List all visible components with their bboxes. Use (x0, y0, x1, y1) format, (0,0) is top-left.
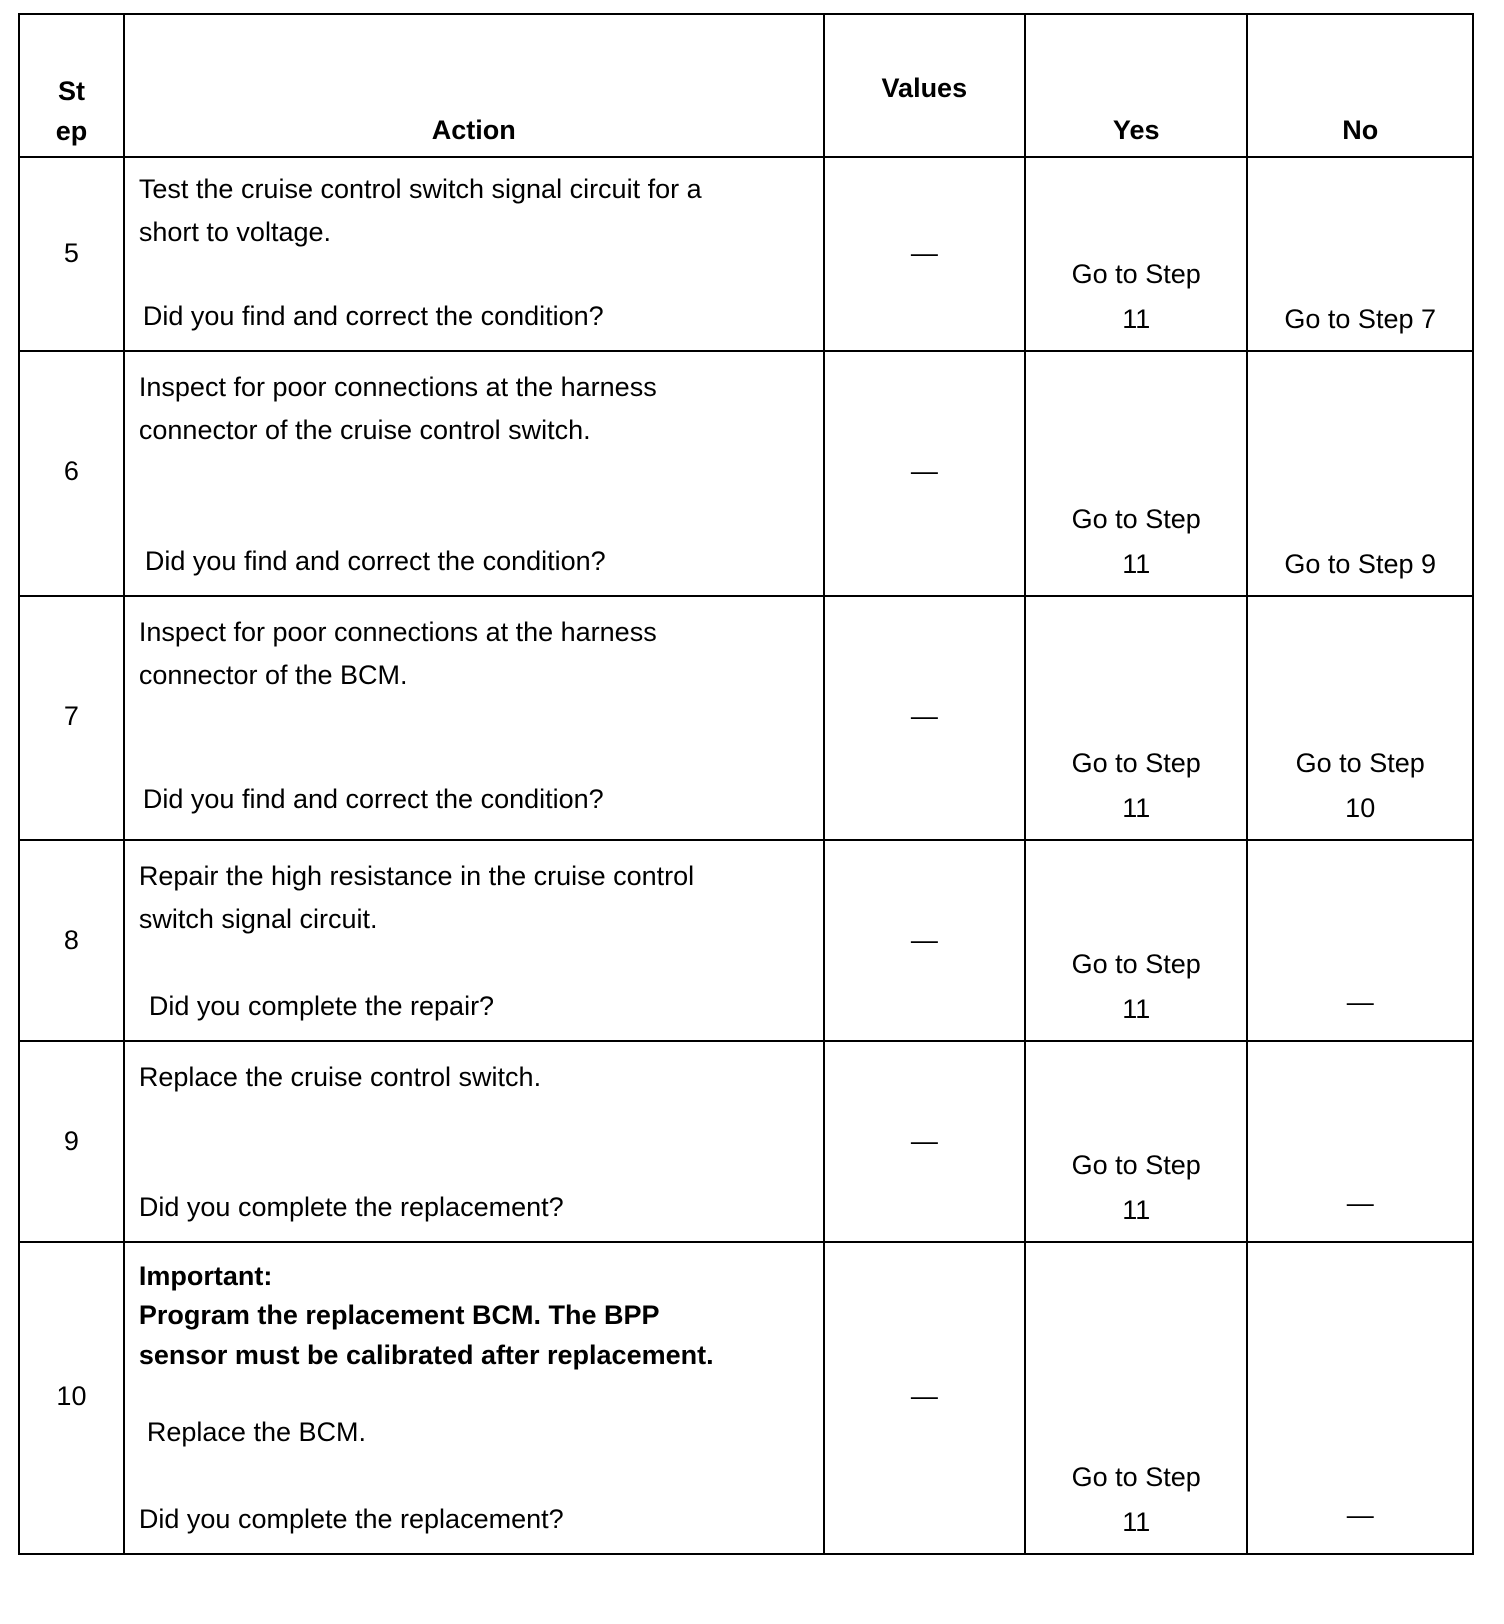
step-cell: 9 (19, 1041, 124, 1242)
header-no: No (1247, 14, 1473, 157)
no-cell: — (1247, 1041, 1473, 1242)
values-cell: — (824, 596, 1025, 840)
no-cell: Go to Step 7 (1247, 157, 1473, 351)
header-action: Action (124, 14, 824, 157)
step-cell: 6 (19, 351, 124, 596)
yes-cell: Go to Step 11 (1025, 1041, 1247, 1242)
no-cell: — (1247, 1242, 1473, 1554)
table-row (19, 1041, 1473, 1242)
table-row (19, 840, 1473, 1041)
values-cell: — (824, 1242, 1025, 1554)
diagnostic-procedure-table (18, 13, 1474, 1555)
action-cell: Repair the high resistance in the cruise control switch signal circuit. Did you complete the repair? (124, 840, 824, 1041)
yes-cell: Go to Step 11 (1025, 1242, 1247, 1554)
header-step: St ep (19, 14, 124, 157)
step-cell: 7 (19, 596, 124, 840)
values-cell: — (824, 157, 1025, 351)
action-cell: Test the cruise control switch signal circuit for a short to voltage. Did you find and correct the condition? (124, 157, 824, 351)
action-cell: Important: Program the replacement BCM. The BPP sensor must be calibrated after replacement. Replace the BCM. Did you complete the replacement? (124, 1242, 824, 1554)
action-cell: Replace the cruise control switch. Did you complete the replacement? (124, 1041, 824, 1242)
header-row (19, 14, 1473, 157)
values-cell: — (824, 351, 1025, 596)
table-row (19, 1242, 1473, 1554)
yes-cell: Go to Step 11 (1025, 596, 1247, 840)
header-yes: Yes (1025, 14, 1247, 157)
step-cell: 5 (19, 157, 124, 351)
yes-cell: Go to Step 11 (1025, 351, 1247, 596)
yes-cell: Go to Step 11 (1025, 157, 1247, 351)
no-cell: Go to Step 10 (1247, 596, 1473, 840)
values-cell: — (824, 1041, 1025, 1242)
action-cell: Inspect for poor connections at the harness connector of the BCM. Did you find and correct the condition? (124, 596, 824, 840)
no-cell: — (1247, 840, 1473, 1041)
step-cell: 10 (19, 1242, 124, 1554)
values-cell: — (824, 840, 1025, 1041)
header-values: Values (824, 14, 1025, 157)
table-row (19, 596, 1473, 840)
table-row (19, 157, 1473, 351)
table-row (19, 351, 1473, 596)
no-cell: Go to Step 9 (1247, 351, 1473, 596)
action-cell: Inspect for poor connections at the harness connector of the cruise control switch. Did you find and correct the condition? (124, 351, 824, 596)
important-note: Important: Program the replacement BCM. The BPP sensor must be calibrated after replacement. (138, 1261, 714, 1370)
yes-cell: Go to Step 11 (1025, 840, 1247, 1041)
step-cell: 8 (19, 840, 124, 1041)
